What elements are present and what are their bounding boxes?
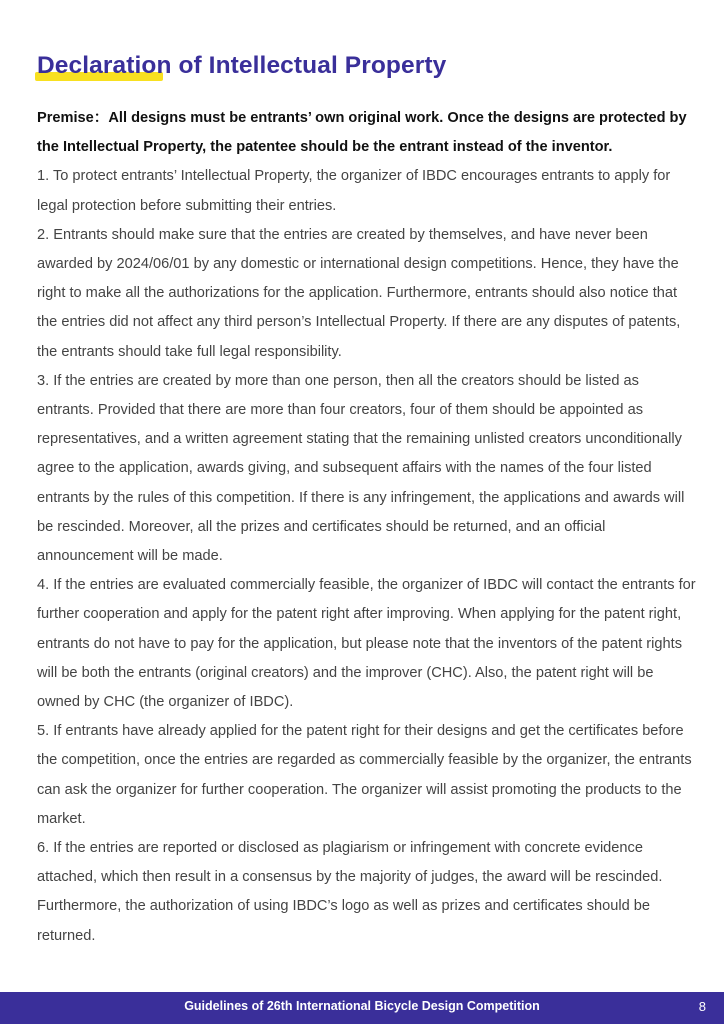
page-title: Declaration of Intellectual Property <box>37 52 447 79</box>
footer-title: Guidelines of 26th International Bicycle Design Competition <box>184 999 540 1013</box>
footer-bar <box>0 992 724 1024</box>
list-item-3: 3. If the entries are created by more than one person, then all the creators should be listed as entrants. Provided that there are more than four creators, four of them should be appointed as representatives, and a written agreement stating that the remaining unlisted creators unconditionally agree to the application, awards giving, and subsequent affairs with the names of the four listed entrants by the rules of this competition. If there is any infringement, the applications and awards will be rescinded. Moreover, all the prizes and certificates should be returned, and an official announcement will be made. <box>37 372 685 565</box>
list-item-5: 5. If entrants have already applied for the patent right for their designs and get the certificates before the competition, once the entries are regarded as commercially feasible by the organizer, the entrants can ask the organizer for further cooperation. The organizer will assist promoting the products to the market. <box>37 723 692 827</box>
body-text <box>37 104 697 951</box>
list-item-1: 1. To protect entrants’ Intellectual Property, the organizer of IBDC encourages entrants to apply for legal protection before submitting their entries. <box>37 168 671 214</box>
list-item-6: 6. If the entries are reported or disclosed as plagiarism or infringement with concrete evidence attached, which then result in a consensus by the majority of judges, the award will be rescinded. Furthermore, the authorization of using IBDC’s logo as well as prizes and certificates should be returned. <box>37 840 663 944</box>
page-number: 8 <box>698 999 706 1014</box>
title-block <box>37 52 446 80</box>
list-item-2: 2. Entrants should make sure that the entries are created by themselves, and have never been awarded by 2024/06/01 by any domestic or international design competitions. Hence, they have the right to make all the authorizations for the application. Furthermore, entrants should also notice that the entries did not affect any third person’s Intellectual Property. If there are any disputes of patents, the entrants should take full legal responsibility. <box>37 226 681 360</box>
list-item-4: 4. If the entries are evaluated commercially feasible, the organizer of IBDC will contact the entrants for further cooperation and apply for the patent right after improving. When applying for the patent right, entrants do not have to pay for the application, but please note that the inventors of the patent rights will be both the entrants (original creators) and the improver (CHC). Also, the patent right will be owned by CHC (the organizer of IBDC). <box>37 577 696 711</box>
premise-paragraph: Premise：All designs must be entrants’ own original work. Once the designs are protected by the Intellectual Property, the patentee should be the entrant instead of the inventor. <box>37 110 687 156</box>
